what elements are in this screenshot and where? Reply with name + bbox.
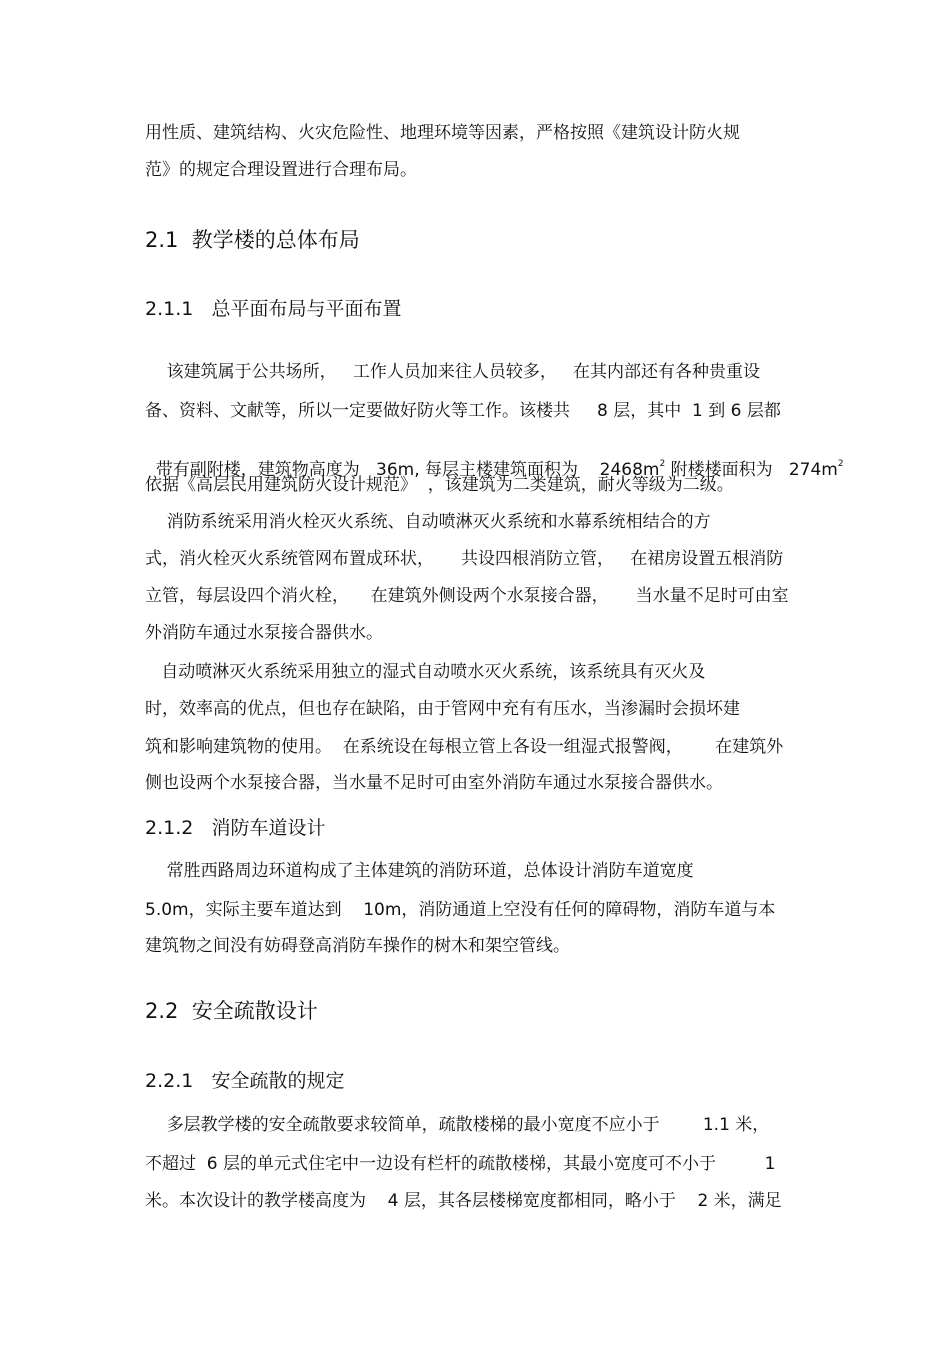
- heading-2-2-1: 2.2.1 安全疏散的规定: [145, 1070, 345, 1092]
- intro-line-1: 用性质、建筑结构、火灾危险性、地理环境等因素，严格按照《建筑设计防火规: [145, 123, 740, 143]
- heading-2-1-1: 2.1.1 总平面布局与平面布置: [145, 298, 402, 320]
- p221-line-1: 多层教学楼的安全疏散要求较简单，疏散楼梯的最小宽度不应小于 1.1 米，: [145, 1115, 770, 1135]
- para2-line-4: 外消防车通过水泵接合器供水。: [145, 623, 383, 643]
- para1-line-3-mid: 每层主楼建筑面积为 2468m: [419, 460, 660, 480]
- para2-line-3: 立管，每层设四个消火栓， 在建筑外侧设两个水泵接合器， 当水量不足时可由室: [145, 586, 789, 606]
- para1-line-4: 依据《高层民用建筑防火设计规范》 ，该建筑为二类建筑，耐火等级为二级。: [145, 475, 734, 495]
- heading-2-1-2: 2.1.2 消防车道设计: [145, 817, 326, 839]
- heading-2-1: 2.1 教学楼的总体布局: [145, 228, 360, 252]
- p212-line-2: 5.0m，实际主要车道达到 10m，消防通道上空没有任何的障碍物，消防车道与本: [145, 900, 776, 920]
- para1-line-3-head: 带有副附楼，建筑物高度为 36m,: [155, 460, 420, 480]
- para3-line-1: 自动喷淋灭火系统采用独立的湿式自动喷水灭火系统，该系统具有灭火及: [145, 662, 706, 682]
- heading-2-2: 2.2 安全疏散设计: [145, 999, 318, 1023]
- para2-line-1: 消防系统采用消火栓灭火系统、自动喷淋灭火系统和水幕系统相结合的方: [145, 512, 711, 532]
- intro-line-2: 范》的规定合理设置进行合理布局。: [145, 160, 417, 180]
- para1-line-3-tail: 附楼楼面积为 274m: [665, 460, 838, 480]
- para3-line-4: 侧也设两个水泵接合器，当水量不足时可由室外消防车通过水泵接合器供水。: [145, 773, 723, 793]
- superscript-2: 2: [659, 459, 666, 469]
- para2-line-2: 式，消火栓灭火系统管网布置成环状， 共设四根消防立管， 在裙房设置五根消防: [145, 549, 784, 569]
- para3-line-2: 时，效率高的优点，但也存在缺陷，由于管网中充有有压水，当渗漏时会损坏建: [145, 699, 740, 719]
- p221-line-3: 米。本次设计的教学楼高度为 4 层，其各层楼梯宽度都相同，略小于 2 米，满足: [145, 1191, 782, 1211]
- para3-line-3: 筑和影响建筑物的使用。 在系统设在每根立管上各设一组湿式报警阀， 在建筑外: [145, 737, 784, 757]
- para1-line-1: 该建筑属于公共场所， 工作人员加来往人员较多， 在其内部还有各种贵重设: [145, 362, 761, 382]
- para1-line-2: 备、资料、文献等，所以一定要做好防火等工作。该楼共 8 层，其中 1 到 6 层都: [145, 401, 781, 421]
- p212-line-3: 建筑物之间没有妨碍登高消防车操作的树木和架空管线。: [145, 936, 570, 956]
- p212-line-1: 常胜西路周边环道构成了主体建筑的消防环道，总体设计消防车道宽度: [145, 861, 694, 881]
- p221-line-2: 不超过 6 层的单元式住宅中一边设有栏杆的疏散楼梯，其最小宽度可不小于 1: [145, 1154, 776, 1174]
- superscript-2b: 2: [837, 459, 844, 469]
